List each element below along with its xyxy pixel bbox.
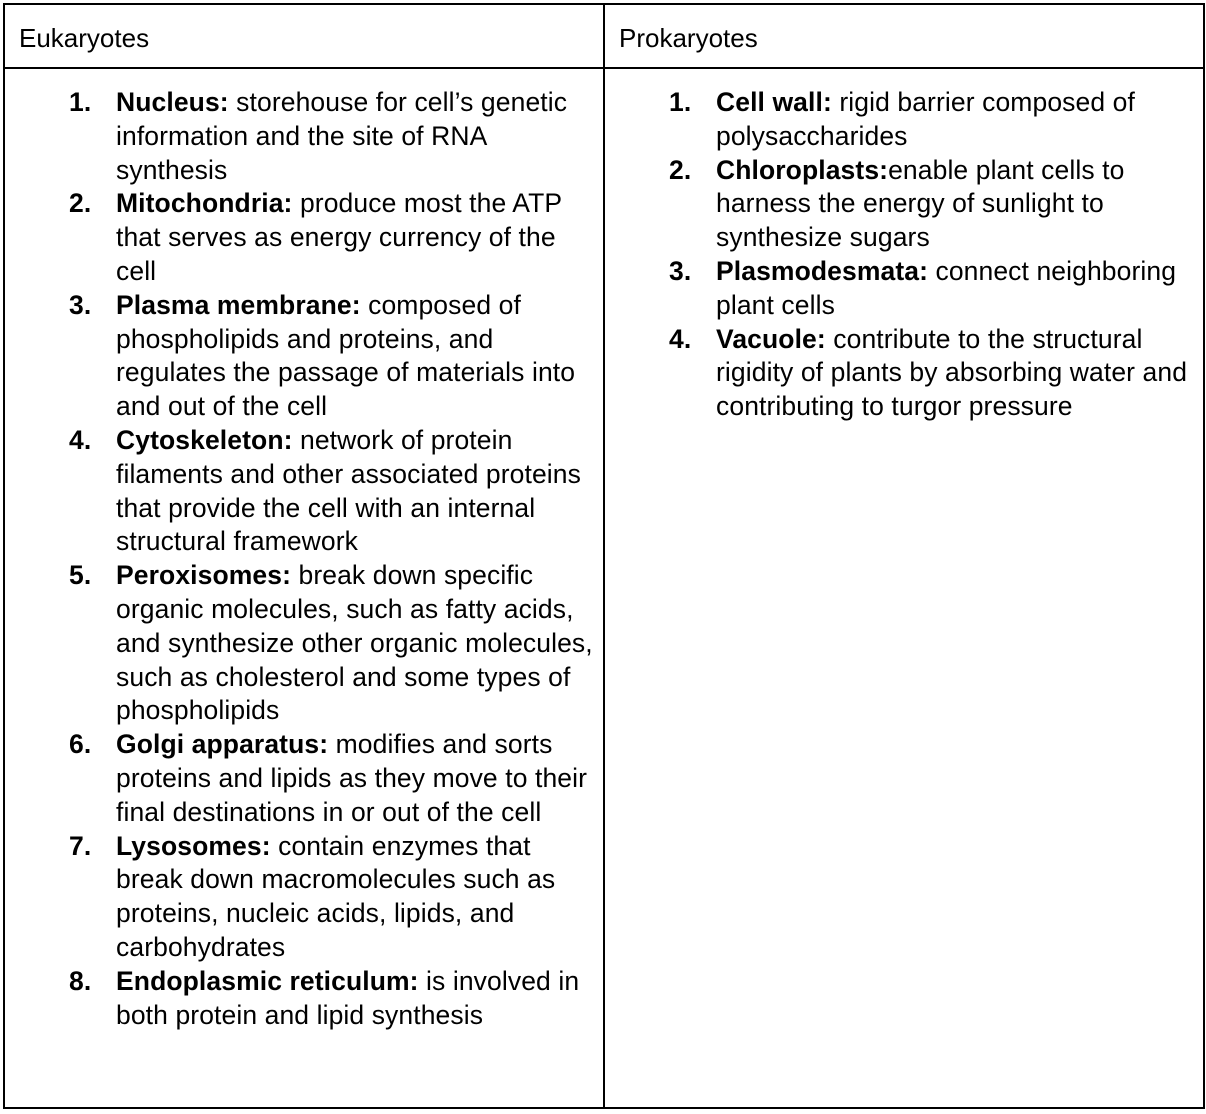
item-description: rigid barrier composed of polysaccharides xyxy=(716,87,1135,151)
item-term: Endoplasmic reticulum: xyxy=(116,965,419,996)
item-number: 8. xyxy=(69,965,92,996)
item-term: Vacuole: xyxy=(716,323,826,354)
eukaryotes-list xyxy=(5,86,603,1032)
prokaryotes-list xyxy=(605,86,1203,424)
eukaryotes-header: Eukaryotes xyxy=(4,4,604,68)
list-item xyxy=(605,323,1203,424)
item-term: Nucleus: xyxy=(116,87,229,117)
organelle-comparison-table xyxy=(3,3,1205,1109)
item-term: Golgi apparatus: xyxy=(116,729,329,760)
list-item xyxy=(605,255,1203,323)
item-description: enable plant cells to harness the energy of sunlight to synthesize sugars xyxy=(716,154,1125,253)
item-number: 1. xyxy=(69,87,92,117)
item-description: composed of phospholipids and proteins, and regulates the passage of materials into and out of the cell xyxy=(116,289,576,422)
item-description: break down specific organic molecules, such as fatty acids, and synthesize other organic molecules, such as cholesterol and some types of phospholipids xyxy=(116,560,593,726)
item-term: Plasma membrane: xyxy=(116,289,361,320)
item-description: is involved in both protein and lipid synthesis xyxy=(116,965,580,1030)
item-term: Mitochondria: xyxy=(116,188,293,219)
item-description: contribute to the structural rigidity of plants by absorbing water and contributing to turgor pressure xyxy=(716,323,1188,422)
item-number: 3. xyxy=(669,255,692,286)
item-number: 5. xyxy=(69,560,92,591)
header-row xyxy=(4,4,1204,68)
item-term: Peroxisomes: xyxy=(116,560,292,591)
item-number: 2. xyxy=(69,188,92,219)
list-item xyxy=(605,86,1203,154)
item-description: storehouse for cell’s genetic information and the site of RNA synthesis xyxy=(116,87,568,185)
list-item xyxy=(5,830,603,965)
list-item xyxy=(5,559,603,728)
item-term: Plasmodesmata: xyxy=(716,255,929,286)
item-description: modifies and sorts proteins and lipids as they move to their final destinations in or out of the cell xyxy=(116,729,588,827)
item-number: 4. xyxy=(69,424,92,455)
list-item xyxy=(5,289,603,424)
item-number: 7. xyxy=(69,830,92,861)
list-item xyxy=(605,154,1203,255)
item-description: produce most the ATP that serves as energy currency of the cell xyxy=(116,188,562,286)
item-number: 1. xyxy=(669,87,692,117)
prokaryotes-cell xyxy=(604,68,1204,1108)
prokaryotes-header: Prokaryotes xyxy=(604,4,1204,68)
list-item xyxy=(5,187,603,288)
eukaryotes-cell xyxy=(4,68,604,1108)
item-term: Cytoskeleton: xyxy=(116,424,293,455)
item-number: 4. xyxy=(669,323,692,354)
item-term: Cell wall: xyxy=(716,87,832,117)
item-term: Lysosomes: xyxy=(116,830,271,861)
content-row xyxy=(4,68,1204,1108)
list-item xyxy=(5,728,603,829)
item-number: 6. xyxy=(69,729,92,760)
list-item xyxy=(5,86,603,187)
item-description: connect neighboring plant cells xyxy=(716,255,1177,320)
item-term: Chloroplasts: xyxy=(716,154,889,185)
list-item xyxy=(5,965,603,1033)
item-number: 2. xyxy=(669,154,692,185)
item-description: network of protein filaments and other associated proteins that provide the cell with an internal structural framework xyxy=(116,424,581,557)
item-number: 3. xyxy=(69,289,92,320)
list-item xyxy=(5,424,603,559)
item-description: contain enzymes that break down macromolecules such as proteins, nucleic acids, lipids, and carbohydrates xyxy=(116,830,556,962)
